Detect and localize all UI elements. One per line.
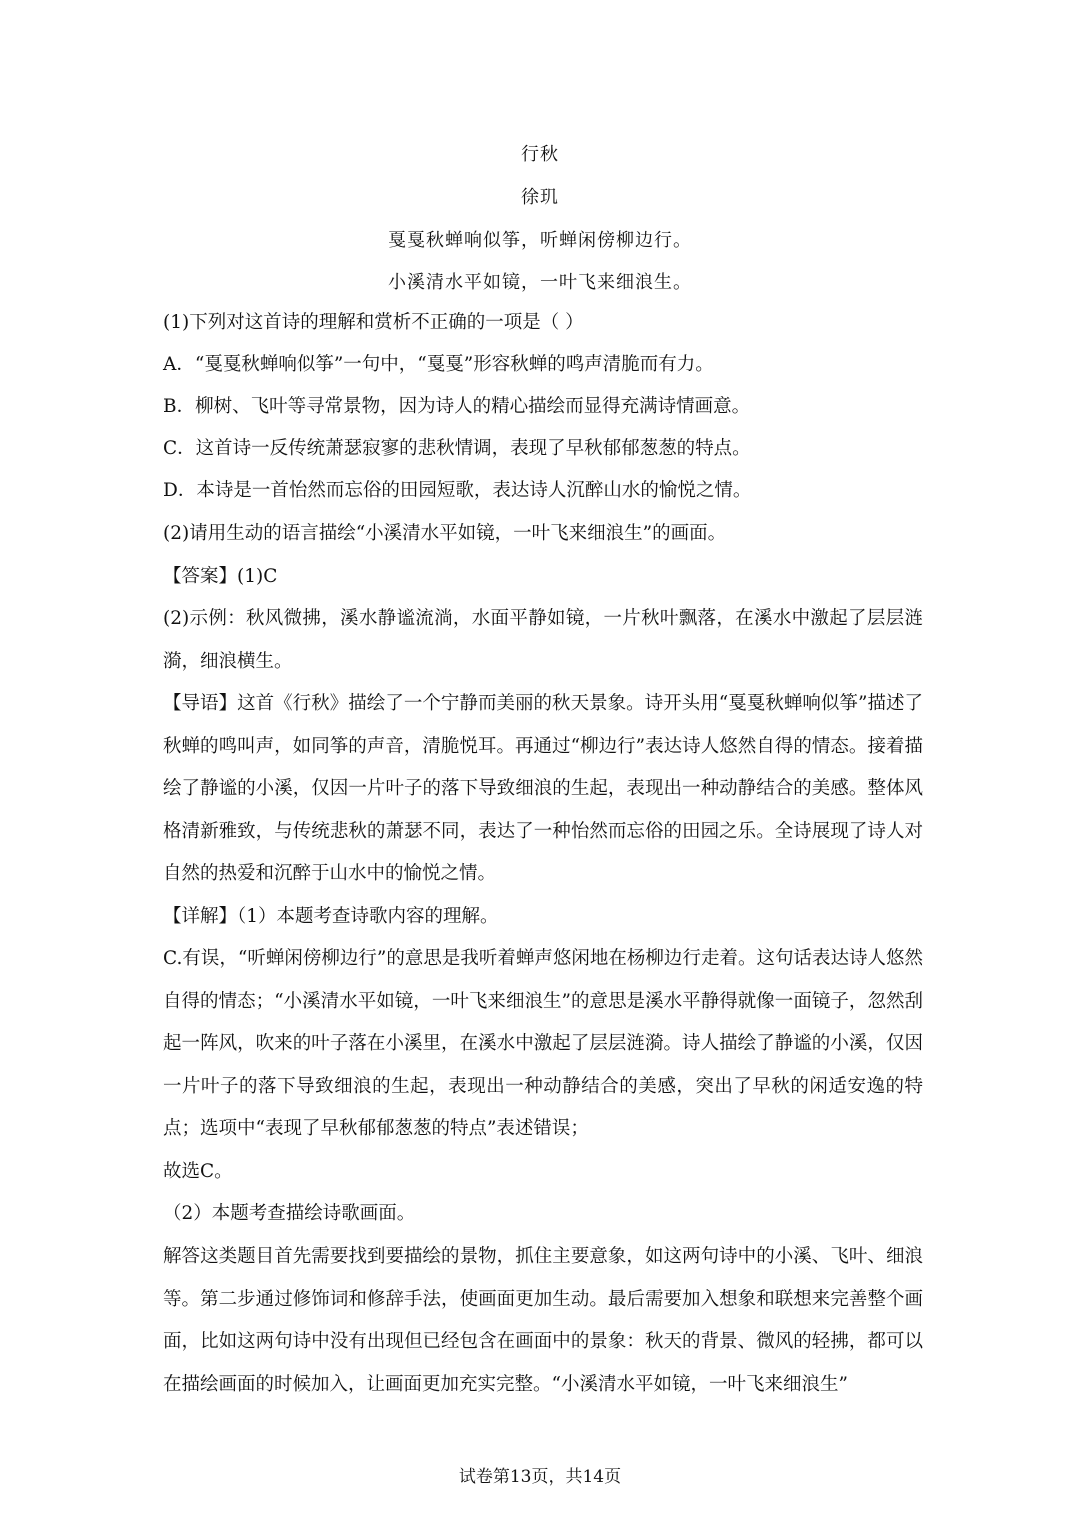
page-footer: 试卷第13页，共14页 [458,1467,622,1487]
option-d: D．本诗是一首怡然而忘俗的田园短歌，表达诗人沉醉山水的愉悦之情。 [163,480,752,501]
answer-example: (2)示例：秋风微拂，溪水静谧流淌，水面平静如镜，一片秋叶飘落，在溪水中激起了层层涟漪，细浪横生。 [163,608,923,672]
poem-line-1: 戛戛秋蝉响似筝，听蝉闲傍柳边行。 [388,230,692,251]
option-a: A．“戛戛秋蝉响似筝”一句中，“戛戛”形容秋蝉的鸣声清脆而有力。 [163,354,714,375]
detail-paragraph-1: C.有误，“听蝉闲傍柳边行”的意思是我听着蝉声悠闲地在杨柳边行走着。这句话表达诗人悠然自得的情态；“小溪清水平如镜，一叶飞来细浪生”的意思是溪水平静得就像一面镜子，忽然刮起一阵风，吹来的叶子落在小溪里，在溪水中激起了层层涟漪。诗人描绘了静谧的小溪，仅因一片叶子的落下导致细浪的生起，表现出一种动静结合的美感，突出了早秋的闲适安逸的特点；选项中“表现了早秋郁郁葱葱的特点”表述错误； [163,948,923,1140]
question-2-stem: (2)请用生动的语言描绘“小溪清水平如镜，一叶飞来细浪生”的画面。 [163,523,727,544]
detail-paragraph-2: 解答这类题目首先需要找到要描绘的景物，抓住主要意象，如这两句诗中的小溪、飞叶、细浪等。第二步通过修饰词和修辞手法，使画面更加生动。最后需要加入想象和联想来完善整个画面，比如这两句诗中没有出现但已经包含在画面中的景象：秋天的背景、微风的轻拂，都可以在描绘画面的时候加入，让画面更加充实完整。“小溪清水平如镜，一叶飞来细浪生” [163,1246,923,1395]
poem-line-2: 小溪清水平如镜，一叶飞来细浪生。 [388,272,692,293]
detail-conclusion: 故选C。 [163,1161,233,1182]
detail-heading: 【详解】（1）本题考查诗歌内容的理解。 [163,906,499,927]
question-1-stem: (1)下列对这首诗的理解和赏析不正确的一项是（ ） [163,312,584,333]
poem-author: 徐玑 [521,187,559,208]
option-b: B．柳树、飞叶等寻常景物，因为诗人的精心描绘而显得充满诗情画意。 [163,396,751,417]
answer-heading: 【答案】(1)C [163,566,278,587]
option-c: C．这首诗一反传统萧瑟寂寥的悲秋情调，表现了早秋郁郁葱葱的特点。 [163,438,751,459]
guide-paragraph: 【导语】这首《行秋》描绘了一个宁静而美丽的秋天景象。诗开头用“戛戛秋蝉响似筝”描述了秋蝉的鸣叫声，如同筝的声音，清脆悦耳。再通过“柳边行”表达诗人悠然自得的情态。接着描绘了静谧的小溪，仅因一片叶子的落下导致细浪的生起，表现出一种动静结合的美感。整体风格清新雅致，与传统悲秋的萧瑟不同，表达了一种怡然而忘俗的田园之乐。全诗展现了诗人对自然的热爱和沉醉于山水中的愉悦之情。 [163,693,923,885]
poem-title: 行秋 [521,144,559,165]
detail-part-2-heading: （2）本题考查描绘诗歌画面。 [163,1203,416,1224]
